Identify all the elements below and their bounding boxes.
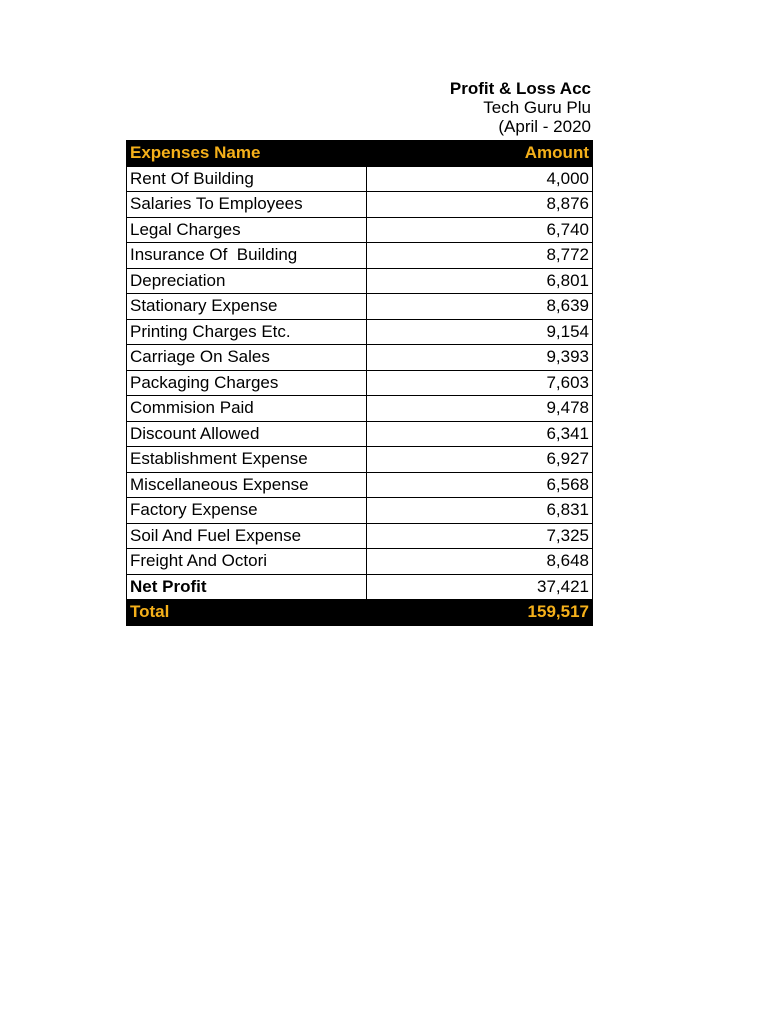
expense-amount-cell[interactable]: 8,639 bbox=[367, 294, 593, 320]
expense-amount-cell[interactable]: 9,478 bbox=[367, 396, 593, 422]
header-amount[interactable]: Amount bbox=[367, 141, 593, 167]
table-row bbox=[127, 370, 593, 396]
expense-name-cell[interactable]: Rent Of Building bbox=[127, 166, 367, 192]
table-row bbox=[127, 472, 593, 498]
table-row bbox=[127, 294, 593, 320]
table-row bbox=[127, 217, 593, 243]
expense-name-cell[interactable]: Freight And Octori bbox=[127, 549, 367, 575]
expenses-table bbox=[126, 140, 593, 626]
expense-amount-cell[interactable]: 9,154 bbox=[367, 319, 593, 345]
total-row bbox=[127, 600, 593, 626]
report-period: (April - 2020 bbox=[498, 117, 591, 136]
expense-name-cell[interactable]: Miscellaneous Expense bbox=[127, 472, 367, 498]
expense-amount-cell[interactable]: 6,801 bbox=[367, 268, 593, 294]
expense-amount-cell[interactable]: 9,393 bbox=[367, 345, 593, 371]
table-row bbox=[127, 345, 593, 371]
expense-amount-cell[interactable]: 6,740 bbox=[367, 217, 593, 243]
report-title-block bbox=[300, 79, 591, 136]
expense-amount-cell[interactable]: 6,341 bbox=[367, 421, 593, 447]
expense-name-cell[interactable]: Salaries To Employees bbox=[127, 192, 367, 218]
expense-name-cell[interactable]: Establishment Expense bbox=[127, 447, 367, 473]
expense-amount-cell[interactable]: 4,000 bbox=[367, 166, 593, 192]
table-row bbox=[127, 268, 593, 294]
company-name: Tech Guru Plu bbox=[483, 98, 591, 117]
expense-amount-cell[interactable]: 6,568 bbox=[367, 472, 593, 498]
report-title: Profit & Loss Acc bbox=[449, 79, 591, 98]
expense-name-cell[interactable]: Carriage On Sales bbox=[127, 345, 367, 371]
expense-name-cell[interactable]: Printing Charges Etc. bbox=[127, 319, 367, 345]
expense-amount-cell[interactable]: 6,831 bbox=[367, 498, 593, 524]
table-row bbox=[127, 319, 593, 345]
expense-amount-cell[interactable]: 6,927 bbox=[367, 447, 593, 473]
table-row bbox=[127, 243, 593, 269]
table-row bbox=[127, 549, 593, 575]
table-header-row bbox=[127, 141, 593, 167]
expense-name-cell[interactable]: Packaging Charges bbox=[127, 370, 367, 396]
expense-name-cell[interactable]: Soil And Fuel Expense bbox=[127, 523, 367, 549]
expense-name-cell[interactable]: Insurance Of Building bbox=[127, 243, 367, 269]
table-row bbox=[127, 523, 593, 549]
net-profit-label[interactable]: Net Profit bbox=[127, 574, 367, 600]
total-amount[interactable]: 159,517 bbox=[367, 600, 593, 626]
expense-name-cell[interactable]: Discount Allowed bbox=[127, 421, 367, 447]
table-row bbox=[127, 421, 593, 447]
table-row bbox=[127, 447, 593, 473]
header-expenses-name[interactable]: Expenses Name bbox=[127, 141, 367, 167]
expense-name-cell[interactable]: Commision Paid bbox=[127, 396, 367, 422]
expense-amount-cell[interactable]: 8,876 bbox=[367, 192, 593, 218]
expense-name-cell[interactable]: Depreciation bbox=[127, 268, 367, 294]
table-row bbox=[127, 498, 593, 524]
expense-name-cell[interactable]: Factory Expense bbox=[127, 498, 367, 524]
expense-amount-cell[interactable]: 8,648 bbox=[367, 549, 593, 575]
net-profit-row bbox=[127, 574, 593, 600]
expense-amount-cell[interactable]: 8,772 bbox=[367, 243, 593, 269]
expense-name-cell[interactable]: Stationary Expense bbox=[127, 294, 367, 320]
table-row bbox=[127, 192, 593, 218]
total-label[interactable]: Total bbox=[127, 600, 367, 626]
net-profit-amount[interactable]: 37,421 bbox=[367, 574, 593, 600]
table-row bbox=[127, 396, 593, 422]
expense-name-cell[interactable]: Legal Charges bbox=[127, 217, 367, 243]
expense-amount-cell[interactable]: 7,325 bbox=[367, 523, 593, 549]
table-row bbox=[127, 166, 593, 192]
expense-amount-cell[interactable]: 7,603 bbox=[367, 370, 593, 396]
